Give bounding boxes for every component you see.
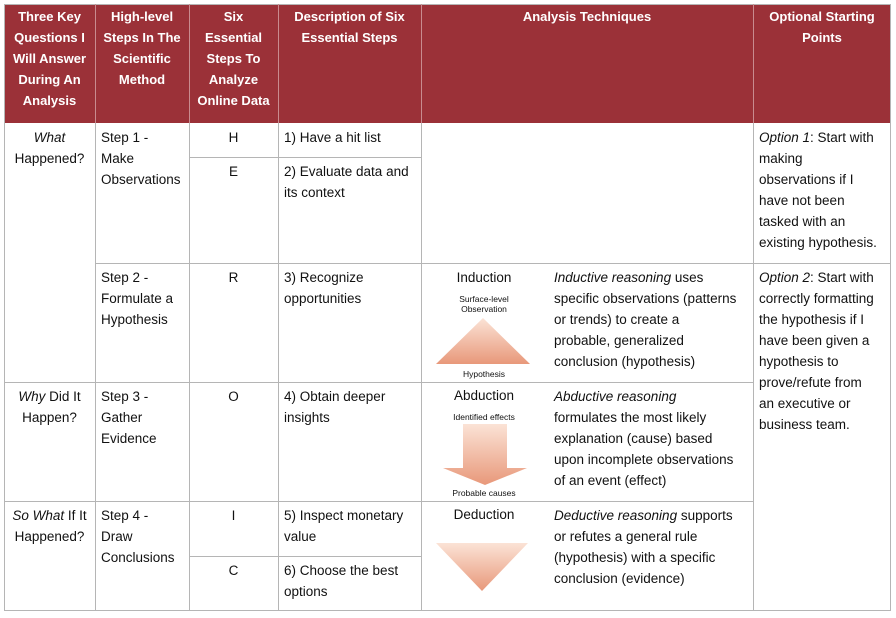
question-why	[4, 383, 95, 428]
letter-h: H	[228, 130, 239, 145]
description-2	[278, 158, 421, 203]
description-text: value	[284, 529, 317, 544]
header-text: During An	[18, 72, 81, 87]
deduction-text: supports	[677, 508, 733, 523]
description-text: 3) Recognize	[284, 270, 364, 285]
deduction-text: conclusion (evidence)	[554, 571, 685, 586]
description-text: options	[284, 584, 328, 599]
description-5	[278, 502, 421, 547]
option-text: tasked with an	[759, 214, 846, 229]
header-text: Scientific	[113, 51, 171, 66]
down-arrow-icon	[443, 424, 527, 485]
description-text: 2) Evaluate data and	[284, 164, 409, 179]
induction-top-label	[431, 294, 537, 314]
header-starting-points	[753, 4, 891, 123]
abduction-text: upon incomplete observations	[554, 452, 734, 467]
option-2	[753, 264, 891, 435]
diagram-label: Observation	[461, 304, 507, 314]
header-text: Questions I	[14, 30, 85, 45]
deduction-text: (hypothesis) with a specific	[554, 550, 716, 565]
option-text: making	[759, 151, 803, 166]
induction-text: conclusion (hypothesis)	[554, 354, 696, 369]
step-3	[95, 383, 189, 449]
step-1	[95, 124, 189, 190]
deduction-emphasis: Deductive reasoning	[554, 508, 678, 523]
header-text: Analyze	[208, 72, 259, 87]
option-text: an executive or	[759, 396, 851, 411]
option-1-emphasis: Option 1	[759, 130, 811, 145]
option-2-emphasis: Option 2	[759, 270, 811, 285]
description-6	[278, 557, 421, 602]
description-text: 6) Choose the best	[284, 563, 399, 578]
question-so-what-emphasis: So What	[12, 508, 65, 523]
deduction-description	[554, 502, 752, 589]
induction-description	[554, 264, 752, 372]
question-so-what-text: If It	[67, 508, 87, 523]
step-text: Formulate a	[101, 291, 174, 306]
induction-emphasis: Inductive reasoning	[554, 270, 672, 285]
option-text: the hypothesis if I	[759, 312, 865, 327]
induction-bottom-label: Hypothesis	[462, 369, 506, 379]
abduction-top-label: Identified effects	[453, 412, 515, 422]
question-why-text-2: Happen?	[22, 410, 77, 425]
description-4	[278, 383, 421, 428]
abduction-description	[554, 383, 752, 491]
header-text: Essential	[204, 30, 263, 45]
header-text: Will Answer	[12, 51, 87, 66]
step-text: Gather	[101, 410, 143, 425]
abduction-text: formulates the most likely	[554, 410, 707, 425]
step-text: Step 4 -	[101, 508, 149, 523]
question-so-what	[4, 502, 95, 547]
question-so-what-text-2: Happened?	[14, 529, 85, 544]
option-text: prove/refute from	[759, 375, 862, 390]
step-2	[95, 264, 189, 330]
letter-i: I	[231, 508, 236, 523]
description-1	[278, 124, 421, 148]
down-triangle-icon	[436, 543, 528, 591]
header-text: Essential Steps	[301, 30, 398, 45]
step-text: Make	[101, 151, 135, 166]
description-3	[278, 264, 421, 309]
header-analysis-techniques	[421, 4, 753, 123]
option-1	[753, 124, 891, 253]
step-text: Hypothesis	[101, 312, 168, 327]
header-six-steps	[189, 4, 278, 123]
abduction-text: explanation (cause) based	[554, 431, 713, 446]
header-text: Steps To	[206, 51, 261, 66]
question-why-emphasis: Why	[18, 389, 46, 404]
diagram-label: Surface-level	[459, 294, 509, 304]
step-text: Observations	[101, 172, 181, 187]
induction-text: probable, generalized	[554, 333, 684, 348]
step-text: Evidence	[101, 431, 157, 446]
header-text: Online Data	[197, 93, 270, 108]
option-text: : Start with	[810, 130, 874, 145]
description-text: 5) Inspect monetary	[284, 508, 404, 523]
option-text: business team.	[759, 417, 850, 432]
induction-name: Induction	[456, 270, 512, 285]
abduction-name: Abduction	[453, 388, 515, 403]
deduction-text: or refutes a general rule	[554, 529, 698, 544]
header-questions	[4, 4, 95, 123]
description-text: opportunities	[284, 291, 362, 306]
step-text: Step 2 -	[101, 270, 149, 285]
header-text: Method	[118, 72, 166, 87]
description-text: insights	[284, 410, 330, 425]
step-text: Draw	[101, 529, 133, 544]
option-text: have not been	[759, 193, 845, 208]
step-text: Conclusions	[101, 550, 175, 565]
description-text: its context	[284, 185, 345, 200]
induction-text: or trends) to create a	[554, 312, 680, 327]
header-text: Analysis Techniques	[522, 9, 652, 24]
option-text: correctly formatting	[759, 291, 874, 306]
induction-text: uses	[671, 270, 704, 285]
option-text: have been given a	[759, 333, 870, 348]
header-text: High-level	[110, 9, 174, 24]
description-text: 4) Obtain deeper	[284, 389, 386, 404]
question-what-text: Happened?	[14, 151, 85, 166]
header-text: Points	[802, 30, 842, 45]
question-why-text: Did It	[49, 389, 81, 404]
abduction-text: of an event (effect)	[554, 473, 667, 488]
letter-r: R	[228, 270, 239, 285]
question-what	[4, 124, 95, 169]
letter-c: C	[228, 563, 239, 578]
header-scientific-steps	[95, 4, 189, 123]
option-text: hypothesis to	[759, 354, 839, 369]
step-4	[95, 502, 189, 568]
header-text: Steps In The	[103, 30, 181, 45]
header-description	[278, 4, 421, 123]
step-text: Step 1 -	[101, 130, 149, 145]
header-text: Analysis	[22, 93, 77, 108]
up-arrow-triangle-icon	[436, 318, 530, 364]
header-text: Description of Six	[294, 9, 405, 24]
header-text: Three Key	[18, 9, 81, 24]
letter-e: E	[228, 164, 238, 179]
option-text: existing hypothesis.	[759, 235, 877, 250]
question-what-emphasis: What	[33, 130, 66, 145]
option-text: : Start with	[810, 270, 874, 285]
induction-text: specific observations (patterns	[554, 291, 737, 306]
deduction-name: Deduction	[453, 507, 515, 522]
header-text: Six	[223, 9, 244, 24]
header-text: Optional Starting	[769, 9, 875, 24]
option-text: observations if I	[759, 172, 854, 187]
step-text: Step 3 -	[101, 389, 149, 404]
description-text: 1) Have a hit list	[284, 130, 381, 145]
letter-o: O	[228, 389, 239, 404]
abduction-bottom-label: Probable causes	[452, 488, 516, 498]
abduction-emphasis: Abductive reasoning	[554, 389, 677, 404]
